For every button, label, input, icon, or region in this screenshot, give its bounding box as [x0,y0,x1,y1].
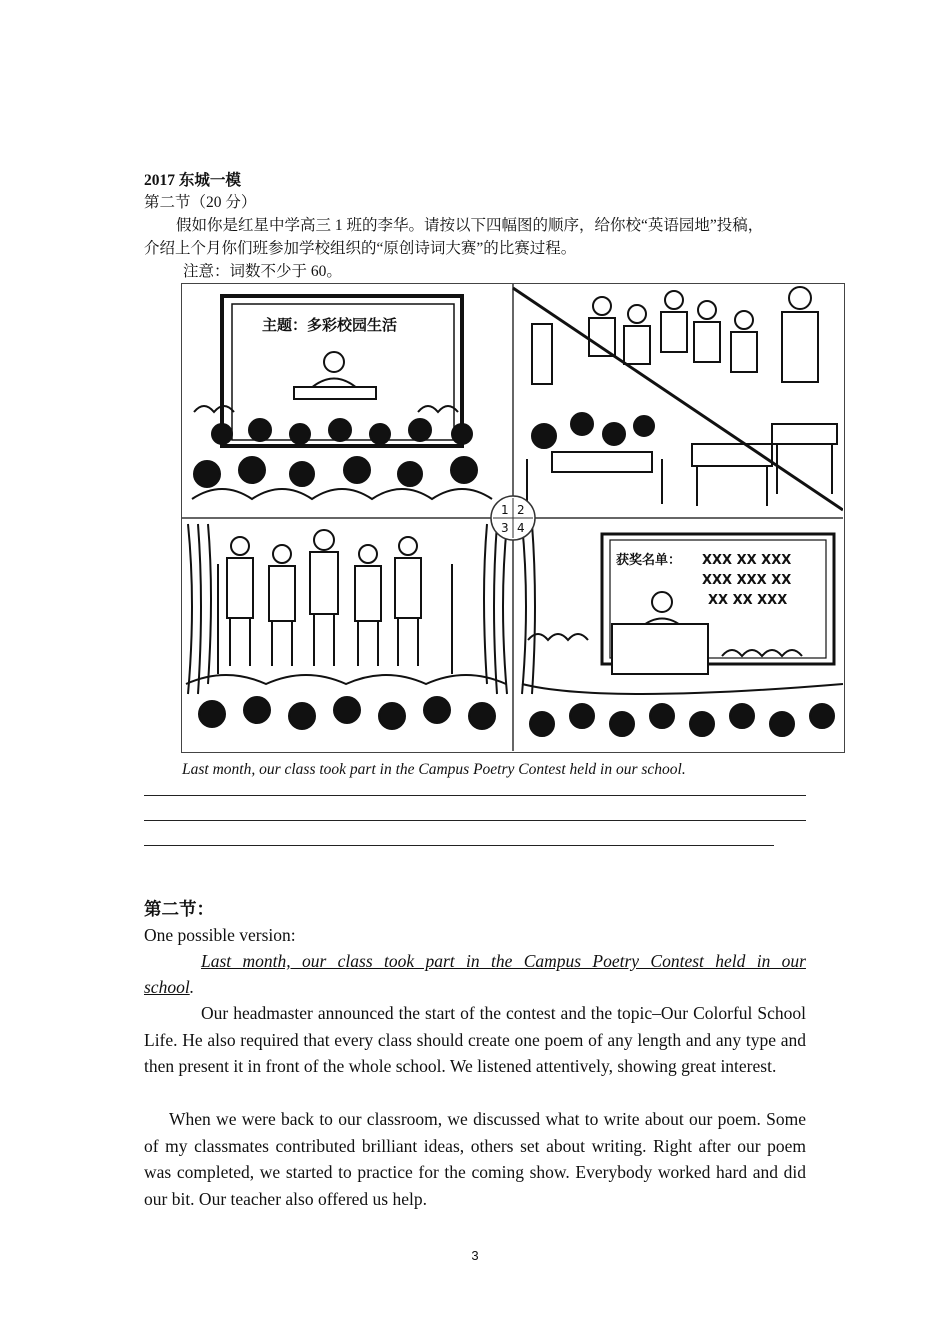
order-label-2: 2 [517,503,525,517]
writing-line-3 [144,845,774,846]
panel-4 [522,524,843,736]
order-badge [491,496,535,540]
panel-4-names-row-1: XXX XX XXX [702,553,792,568]
comic-panels [182,284,843,751]
answer-first-line-text-end: school [144,977,190,997]
comic-figure [181,283,845,753]
panel-3 [186,524,507,729]
answer-first-line-end [144,974,194,1001]
answer-paragraph-2: When we were back to our classroom, we discussed what to write about our poem. Some of my classmates contributed brilliant ideas, others set about writing. Right after our poem was completed, we started to practice for the coming show. Everybody worked hard and did our bit. Our teacher also offered us help. [144,1109,806,1209]
page-number: 3 [471,1248,479,1263]
panel-4-banner-label: 获奖名单： [616,553,682,568]
writing-line-2 [144,820,806,821]
panel-2 [513,287,843,510]
panel-4-names-row-3: XX XX XXX [708,593,788,608]
section-title: 第二节（20 分） [144,194,257,211]
prompt-line-2: 介绍上个月你们班参加学校组织的“原创诗词大赛”的比赛过程。 [144,240,577,257]
prompt-line-1: 假如你是红星中学高三 1 班的李华。请按以下四幅图的顺序，给你校“英语园地”投稿， [176,217,764,234]
answer-intro: One possible version: [144,925,296,945]
start-sentence: Last month, our class took part in the Campus Poetry Contest held in our school. [182,761,686,778]
answer-first-line-period: . [189,977,195,997]
order-label-3: 3 [501,521,509,535]
order-label-1: 1 [501,503,509,517]
answer-first-line-text: Last month, our class took part in the Campus Poetry Contest held in our [201,951,806,971]
panel-1-banner: 主题：多彩校园生活 [262,316,398,334]
order-label-4: 4 [517,521,525,535]
answer-heading: 第二节： [144,899,214,919]
panel-4-names-row-2: XXX XXX XX [702,573,792,588]
writing-line-1 [144,795,806,796]
exam-title: 2017 东城一模 [144,172,241,189]
word-count-note: 注意：词数不少于 60。 [183,263,342,280]
answer-paragraph-1: Our headmaster announced the start of the contest and the topic–Our Colorful School Life. He also required that every class should create one poem of any length and any type and then present it in front of the whole school. We listened attentively, showing great interest. [144,1003,806,1076]
answer-first-line [144,948,806,975]
